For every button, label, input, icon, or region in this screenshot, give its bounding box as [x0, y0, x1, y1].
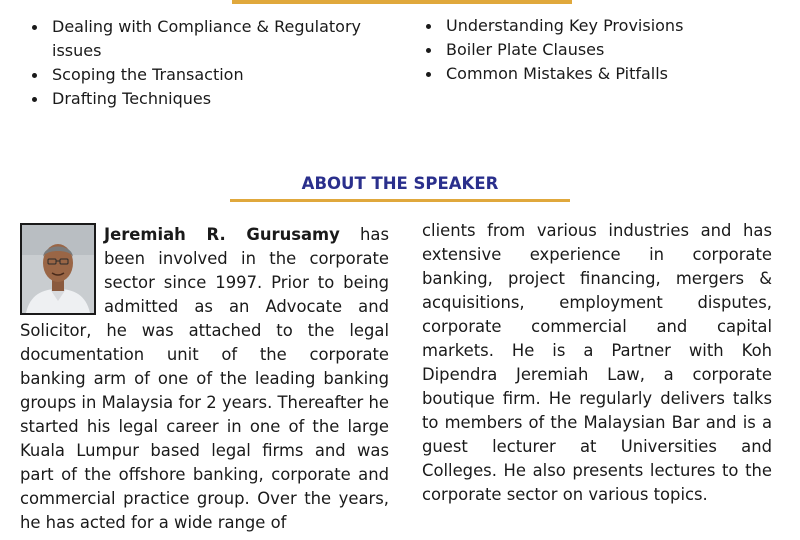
- speaker-name: Jeremiah R. Gurusamy: [104, 225, 340, 244]
- topic-item: Drafting Techniques: [28, 87, 398, 111]
- speaker-bio-left: has been involved in the corporate sector since 1997. Prior to being admitted as an Advocate and Solicitor, he was attached to the legal documentation unit of the corporate banking arm of one of the leading banking groups in Malaysia for 2 years. Thereafter he started his legal career in one of the large Kuala Lumpur based legal firms and was part of the offshore banking, corporate and commercial practice group. Over the years, he has acted for a wide range of: [20, 225, 389, 532]
- speaker-bio-column-left: [20, 223, 389, 535]
- topic-item: Common Mistakes & Pitfalls: [422, 62, 782, 86]
- section-heading: ABOUT THE SPEAKER: [301, 174, 499, 193]
- topics-list-right: [422, 14, 782, 86]
- top-divider-rule: [232, 0, 572, 4]
- heading-divider-rule: [230, 199, 570, 202]
- topic-item: Dealing with Compliance & Regulatory issues: [28, 15, 398, 63]
- topics-list-left: [28, 15, 398, 111]
- topic-item: Scoping the Transaction: [28, 63, 398, 87]
- speaker-bio-column-right: [422, 219, 772, 507]
- topic-item: Boiler Plate Clauses: [422, 38, 782, 62]
- speaker-photo: [20, 223, 96, 315]
- topic-item: Understanding Key Provisions: [422, 14, 782, 38]
- speaker-bio-right: clients from various industries and has extensive experience in corporate banking, project financing, mergers & acquisitions, employment disputes, corporate commercial and capital markets. He is a Partner with Koh Dipendra Jeremiah Law, a corporate boutique firm. He regularly delivers talks to members of the Malaysian Bar and is a guest lecturer at Universities and Colleges. He also presents lectures to the corporate sector on various topics.: [422, 221, 772, 504]
